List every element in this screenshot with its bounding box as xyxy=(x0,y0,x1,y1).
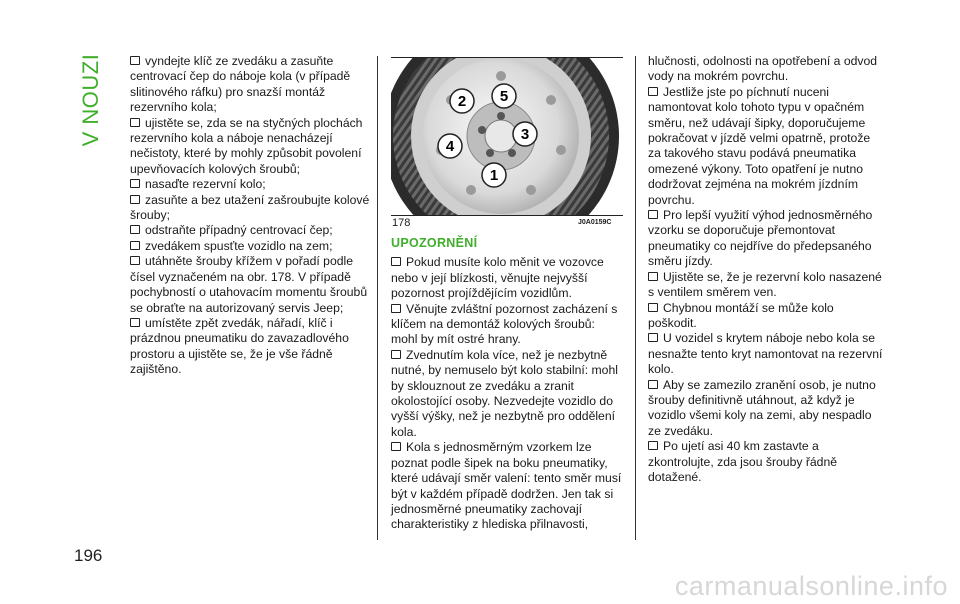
page-number: 196 xyxy=(74,546,103,565)
list-item xyxy=(648,85,884,208)
bullet-icon xyxy=(130,118,140,127)
list-item-text: utáhněte šrouby křížem v pořadí podle čísel vyznačeném na obr. 178. V případě pochybností o utahovacím momentu šroubů se obraťte na autorizovaný servis Jeep; xyxy=(130,254,368,315)
list-item xyxy=(391,255,623,301)
list-item-text: U vozidel s krytem náboje nebo kola se nesnažte tento kryt namontovat na rezervní kolo. xyxy=(648,331,883,377)
list-item-text: Ujistěte se, že je rezervní kolo nasazené s ventilem směrem ven. xyxy=(648,269,882,300)
column-middle xyxy=(391,236,623,533)
bullet-icon xyxy=(130,241,140,250)
list-item-text: vyndejte klíč ze zvedáku a zasuňte centrovací čep do náboje kola (v případě slitinového ráfku) pro snazší montáž rezervního kola; xyxy=(130,54,351,115)
list-item xyxy=(130,239,374,254)
list-item xyxy=(130,316,374,378)
list-item-text: umístěte zpět zvedák, nářadí, klíč i prázdnou pneumatiku do zavazadlového prostoru a ujistěte se, že je vše řádně zajištěno. xyxy=(130,315,349,377)
hub-shape xyxy=(485,120,517,152)
watermark: carmanualsonline.info xyxy=(674,571,948,601)
list-item-text: Kola s jednosměrným vzorkem lze poznat podle šipek na boku pneumatiky, které udávají směr valení: tento směr musí být v každém případě dodržen. Jen tak si jednosměrné pneumatiky zachovají charakteristiky z hlediska přilnavosti, xyxy=(391,440,622,532)
list-item-text: ujistěte se, zda se na styčných plochách rezervního kola a náboje nenacházejí nečistoty, které by mohly způsobit povolení upevňovacích kolových šroubů; xyxy=(130,115,363,176)
bullet-icon xyxy=(648,272,658,281)
list-item xyxy=(648,439,884,485)
list-item xyxy=(648,301,884,332)
list-item xyxy=(130,193,374,224)
list-item xyxy=(130,116,374,178)
list-item xyxy=(391,348,623,440)
bullet-icon xyxy=(391,304,401,313)
bullet-icon xyxy=(648,303,658,312)
list-item-text: Po ujetí asi 40 km zastavte a zkontrolujte, zda jsou šrouby řádně dotažené. xyxy=(648,439,838,484)
list-item-text: Věnujte zvláštní pozornost zacházení s klíčem na demontáž kolových šroubů: mohl by mít ostré hrany. xyxy=(391,301,618,347)
column-right xyxy=(648,54,884,485)
bullet-icon xyxy=(391,350,401,359)
callout-label: 4 xyxy=(445,138,455,155)
list-item xyxy=(648,208,884,270)
list-item xyxy=(130,254,374,316)
warning-title: UPOZORNĚNÍ xyxy=(391,236,478,250)
bullet-icon xyxy=(130,179,140,188)
bullet-icon xyxy=(391,442,401,451)
list-item: hlučnosti, odolnosti na opotřebení a odvod vody na mokrém povrchu. xyxy=(648,54,878,84)
list-item-text: odstraňte případný centrovací čep; xyxy=(145,223,333,238)
bullet-icon xyxy=(130,195,140,204)
column-left xyxy=(130,54,374,378)
list-item-text: Chybnou montáží se může kolo poškodit. xyxy=(648,300,834,330)
list-item-text: Aby se zamezilo zranění osob, je nutno šrouby definitivně utáhnout, až když je vozidlo všemi koly na zemi, aby nespadlo ze zvedáku. xyxy=(648,377,876,438)
list-item xyxy=(130,223,374,238)
figure-code: J0A0159C xyxy=(578,219,612,226)
section-tab xyxy=(78,52,104,148)
bullet-icon xyxy=(648,441,658,450)
callout-label: 3 xyxy=(520,126,530,143)
bullet-icon xyxy=(130,56,140,65)
list-item xyxy=(391,440,623,532)
bullet-icon xyxy=(130,256,140,265)
list-item-text: Pro lepší využití výhod jednosměrného vzorku se doporučuje přemontovat pneumatiky co nejdříve do předepsaného směru jízdy. xyxy=(648,208,873,269)
bullet-icon xyxy=(648,380,658,389)
section-tab-label: V NOUZI xyxy=(78,53,103,147)
list-item xyxy=(130,54,374,116)
list-item-text: zvedákem spusťte vozidlo na zem; xyxy=(145,238,333,253)
figure-number: 178 xyxy=(392,217,411,229)
wheel-figure xyxy=(391,58,623,215)
bullet-icon xyxy=(130,225,140,234)
list-item-text: nasaďte rezervní kolo; xyxy=(145,177,266,192)
list-item-text: Jestliže jste po píchnutí nuceni namontovat kolo tohoto typu v opačném směru, než udávají šipky, doporučujeme pokračovat v jízdě velmi opatrně, protože za takového stavu podává pneumatika omezené výkony. Toto opatření je nutno dodržovat zejména na mokrém jízdním povrchu. xyxy=(648,84,871,207)
list-item xyxy=(130,177,374,192)
callout-label: 1 xyxy=(489,167,499,184)
bullet-icon xyxy=(648,333,658,342)
column-divider-1 xyxy=(377,56,378,540)
bullet-icon xyxy=(648,87,658,96)
figure-bottom-rule xyxy=(391,215,623,216)
callout-label: 5 xyxy=(499,88,509,105)
list-item xyxy=(391,302,623,348)
wheel-illustration xyxy=(391,58,623,215)
list-item xyxy=(648,331,884,377)
bullet-icon xyxy=(130,318,140,327)
bullet-icon xyxy=(391,257,401,266)
list-item-text: zasuňte a bez utažení zašroubujte kolové šrouby; xyxy=(130,192,370,223)
list-item-text: Zvednutím kola více, než je nezbytně nutné, by nemuselo být kolo stabilní: mohl by sklouznout ze zvedáku a zranit okolostojící osoby. Nezvedejte vozidlo do vyšší výšky, než je nezbytně pro oddělení kola. xyxy=(391,347,618,439)
column-divider-2 xyxy=(635,56,636,540)
bullet-icon xyxy=(648,210,658,219)
callout-label: 2 xyxy=(457,93,467,110)
list-item xyxy=(648,270,884,301)
list-item-text: Pokud musíte kolo měnit ve vozovce nebo v její blízkosti, věnujte nejvyšší pozornost projíždějícím vozidlům. xyxy=(391,255,604,301)
list-item xyxy=(648,378,884,440)
